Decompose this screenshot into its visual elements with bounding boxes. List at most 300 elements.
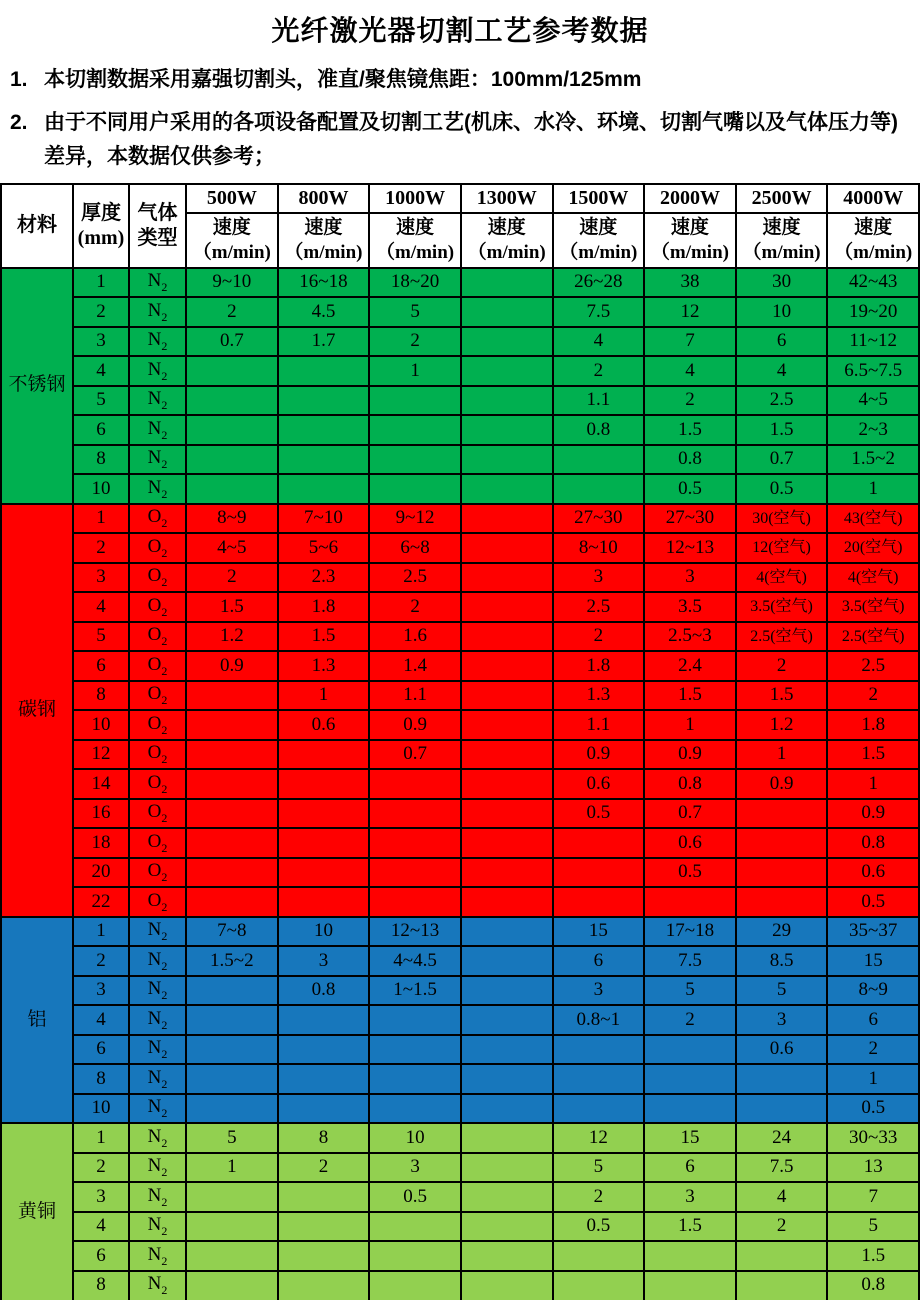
speed-cell [369, 799, 461, 829]
speed-cell [278, 1241, 370, 1271]
table-row [1, 415, 919, 445]
speed-cell: 35~37 [827, 917, 919, 947]
table-row [1, 1241, 919, 1271]
thickness-cell: 4 [73, 592, 129, 622]
gas-cell [129, 622, 186, 652]
speed-cell [369, 887, 461, 917]
table-row [1, 268, 919, 298]
table-row [1, 445, 919, 475]
header-power-2000w: 2000W [644, 184, 736, 213]
gas-cell [129, 563, 186, 593]
note-1 [8, 63, 914, 98]
speed-cell [736, 1271, 828, 1300]
speed-cell: 0.9 [827, 799, 919, 829]
gas-cell [129, 297, 186, 327]
gas-subscript: 2 [161, 515, 168, 530]
speed-cell: 15 [644, 1123, 736, 1153]
speed-cell: 0.5 [736, 474, 828, 504]
speed-cell: 0.8 [278, 976, 370, 1006]
thickness-cell: 8 [73, 1271, 129, 1300]
speed-cell: 4(空气) [736, 563, 828, 593]
thickness-cell: 3 [73, 976, 129, 1006]
speed-cell [553, 1241, 645, 1271]
speed-cell: 26~28 [553, 268, 645, 298]
speed-cell: 29 [736, 917, 828, 947]
table-row [1, 769, 919, 799]
table-row [1, 917, 919, 947]
gas-subscript: 2 [161, 928, 168, 943]
table-row [1, 799, 919, 829]
gas-symbol: N [147, 299, 162, 321]
speed-cell: 3.5 [644, 592, 736, 622]
speed-cell: 1.5 [827, 740, 919, 770]
speed-cell [644, 1094, 736, 1124]
speed-cell: 10 [278, 917, 370, 947]
speed-cell: 1.4 [369, 651, 461, 681]
thickness-cell: 1 [73, 917, 129, 947]
speed-cell [461, 1212, 553, 1242]
header-power-row [1, 184, 919, 213]
speed-cell [553, 858, 645, 888]
table-row [1, 1005, 919, 1035]
thickness-cell: 3 [73, 327, 129, 357]
speed-cell: 0.5 [553, 799, 645, 829]
gas-cell [129, 740, 186, 770]
speed-cell: 9~12 [369, 504, 461, 534]
speed-cell [278, 828, 370, 858]
speed-cell [186, 769, 278, 799]
gas-subscript: 2 [161, 840, 168, 855]
thickness-cell: 6 [73, 415, 129, 445]
table-row [1, 887, 919, 917]
speed-cell [278, 415, 370, 445]
speed-cell [186, 1182, 278, 1212]
table-row [1, 1094, 919, 1124]
gas-subscript: 2 [161, 456, 168, 471]
speed-cell [461, 415, 553, 445]
header-material: 材料 [1, 184, 73, 268]
speed-cell: 0.5 [644, 858, 736, 888]
speed-cell: 4~4.5 [369, 946, 461, 976]
header-power-2500w: 2500W [736, 184, 828, 213]
gas-cell [129, 1271, 186, 1300]
speed-cell: 7.5 [644, 946, 736, 976]
gas-cell [129, 1182, 186, 1212]
gas-subscript: 2 [161, 427, 168, 442]
speed-cell: 30~33 [827, 1123, 919, 1153]
speed-cell [461, 1153, 553, 1183]
gas-subscript: 2 [161, 781, 168, 796]
speed-cell: 5 [736, 976, 828, 1006]
speed-cell [369, 1035, 461, 1065]
header-gas-line2: 类型 [137, 226, 178, 249]
speed-cell: 24 [736, 1123, 828, 1153]
speed-cell: 1 [827, 474, 919, 504]
speed-cell [278, 740, 370, 770]
gas-subscript: 2 [161, 663, 168, 678]
speed-cell [461, 681, 553, 711]
table-row [1, 563, 919, 593]
speed-cell [186, 1212, 278, 1242]
speed-cell: 1.5 [736, 415, 828, 445]
gas-subscript: 2 [161, 1223, 168, 1238]
notes [8, 63, 914, 175]
speed-cell: 2 [827, 681, 919, 711]
speed-cell: 1.3 [553, 681, 645, 711]
speed-cell: 0.5 [644, 474, 736, 504]
gas-cell [129, 504, 186, 534]
speed-cell [369, 386, 461, 416]
speed-cell [736, 887, 828, 917]
table-row [1, 651, 919, 681]
thickness-cell: 14 [73, 769, 129, 799]
speed-cell [278, 1182, 370, 1212]
header-speed-1500w: 速度 （m/min) [553, 213, 645, 268]
speed-cell: 1.5~2 [827, 445, 919, 475]
speed-cell [278, 1271, 370, 1300]
note-2-number: 2. [10, 110, 28, 134]
speed-cell: 38 [644, 268, 736, 298]
gas-symbol: N [147, 417, 162, 439]
speed-cell: 4 [736, 1182, 828, 1212]
thickness-cell: 3 [73, 1182, 129, 1212]
speed-cell: 11~12 [827, 327, 919, 357]
speed-cell: 0.8 [644, 445, 736, 475]
gas-symbol: N [147, 978, 162, 1000]
speed-cell: 8~9 [827, 976, 919, 1006]
gas-subscript: 2 [161, 958, 168, 973]
speed-cell: 6 [553, 946, 645, 976]
speed-cell: 2 [736, 1212, 828, 1242]
speed-cell: 17~18 [644, 917, 736, 947]
speed-cell: 5 [644, 976, 736, 1006]
speed-cell [186, 710, 278, 740]
speed-cell: 0.9 [736, 769, 828, 799]
speed-cell [278, 386, 370, 416]
thickness-cell: 4 [73, 1212, 129, 1242]
speed-cell [461, 533, 553, 563]
gas-cell [129, 445, 186, 475]
gas-symbol: O [147, 771, 162, 793]
speed-cell [278, 474, 370, 504]
table-row [1, 474, 919, 504]
speed-cell: 0.5 [369, 1182, 461, 1212]
gas-symbol: N [147, 919, 162, 941]
speed-cell: 2 [369, 592, 461, 622]
speed-cell: 3 [644, 1182, 736, 1212]
speed-cell [278, 858, 370, 888]
gas-cell [129, 386, 186, 416]
gas-cell [129, 799, 186, 829]
speed-cell [186, 1005, 278, 1035]
gas-subscript: 2 [161, 633, 168, 648]
speed-cell [461, 1005, 553, 1035]
speed-cell [186, 1241, 278, 1271]
thickness-cell: 5 [73, 386, 129, 416]
speed-cell: 3 [553, 563, 645, 593]
gas-subscript: 2 [161, 869, 168, 884]
gas-cell [129, 681, 186, 711]
gas-cell [129, 1005, 186, 1035]
speed-cell [369, 858, 461, 888]
gas-subscript: 2 [161, 486, 168, 501]
thickness-cell: 10 [73, 474, 129, 504]
gas-symbol: O [147, 742, 162, 764]
speed-cell [461, 1035, 553, 1065]
note-1-text: 本切割数据采用嘉强切割头，准直/聚焦镜焦距：100mm/125mm [44, 68, 642, 91]
speed-cell: 0.8 [553, 415, 645, 445]
speed-cell: 20(空气) [827, 533, 919, 563]
speed-cell: 1.5 [644, 415, 736, 445]
speed-cell: 2.5(空气) [736, 622, 828, 652]
speed-cell: 0.6 [644, 828, 736, 858]
thickness-cell: 10 [73, 710, 129, 740]
table-row [1, 1271, 919, 1300]
header-gas-line1: 气体 [137, 201, 178, 224]
speed-cell [644, 1271, 736, 1300]
material-cell-section-3: 铝 [1, 917, 73, 1124]
thickness-cell: 6 [73, 651, 129, 681]
speed-cell: 2 [644, 1005, 736, 1035]
gas-subscript: 2 [161, 1194, 168, 1209]
speed-cell: 8~9 [186, 504, 278, 534]
speed-cell [369, 415, 461, 445]
thickness-cell: 4 [73, 356, 129, 386]
speed-cell [278, 769, 370, 799]
thickness-cell: 18 [73, 828, 129, 858]
speed-cell: 2~3 [827, 415, 919, 445]
speed-cell: 2 [827, 1035, 919, 1065]
table-row [1, 533, 919, 563]
speed-cell: 12~13 [644, 533, 736, 563]
gas-symbol: N [147, 1214, 162, 1236]
gas-cell [129, 1153, 186, 1183]
speed-cell: 1 [644, 710, 736, 740]
speed-cell [644, 1064, 736, 1094]
gas-cell [129, 1064, 186, 1094]
thickness-cell: 2 [73, 946, 129, 976]
speed-cell [461, 710, 553, 740]
speed-cell: 1.5 [644, 681, 736, 711]
speed-cell [186, 356, 278, 386]
table-row [1, 1064, 919, 1094]
speed-cell: 0.8 [827, 1271, 919, 1300]
gas-cell [129, 268, 186, 298]
speed-cell: 18~20 [369, 268, 461, 298]
speed-cell [461, 386, 553, 416]
gas-symbol: N [147, 329, 162, 351]
table-row [1, 976, 919, 1006]
speed-cell: 0.8 [827, 828, 919, 858]
thickness-cell: 8 [73, 1064, 129, 1094]
gas-subscript: 2 [161, 574, 168, 589]
table-row [1, 1153, 919, 1183]
gas-symbol: N [147, 388, 162, 410]
header-power-1000w: 1000W [369, 184, 461, 213]
speed-cell [461, 622, 553, 652]
gas-subscript: 2 [161, 1017, 168, 1032]
speed-cell [278, 887, 370, 917]
speed-cell: 42~43 [827, 268, 919, 298]
speed-cell: 4 [644, 356, 736, 386]
speed-cell: 5 [553, 1153, 645, 1183]
cutting-data-table [0, 183, 920, 1300]
speed-cell: 5 [186, 1123, 278, 1153]
speed-cell: 2 [644, 386, 736, 416]
header-speed-2500w: 速度 （m/min) [736, 213, 828, 268]
gas-symbol: N [147, 1007, 162, 1029]
speed-cell: 3.5(空气) [736, 592, 828, 622]
speed-cell [369, 828, 461, 858]
speed-cell: 16~18 [278, 268, 370, 298]
header-power-1500w: 1500W [553, 184, 645, 213]
table-row [1, 1123, 919, 1153]
gas-subscript: 2 [161, 338, 168, 353]
speed-cell: 2 [553, 1182, 645, 1212]
table-body [1, 268, 919, 1300]
speed-cell: 3.5(空气) [827, 592, 919, 622]
gas-cell [129, 592, 186, 622]
speed-cell: 0.5 [827, 1094, 919, 1124]
speed-cell [736, 828, 828, 858]
speed-cell: 7 [827, 1182, 919, 1212]
speed-cell: 1~1.5 [369, 976, 461, 1006]
gas-symbol: N [147, 358, 162, 380]
table-row [1, 1035, 919, 1065]
speed-cell [736, 1094, 828, 1124]
gas-cell [129, 887, 186, 917]
gas-subscript: 2 [161, 1164, 168, 1179]
header-speed-500w: 速度 （m/min) [186, 213, 278, 268]
speed-cell: 8~10 [553, 533, 645, 563]
gas-symbol: N [147, 476, 162, 498]
thickness-cell: 10 [73, 1094, 129, 1124]
speed-cell: 7 [644, 327, 736, 357]
speed-cell: 2.3 [278, 563, 370, 593]
gas-subscript: 2 [161, 692, 168, 707]
gas-symbol: N [147, 948, 162, 970]
speed-cell [553, 1094, 645, 1124]
speed-cell: 2.5 [827, 651, 919, 681]
thickness-cell: 1 [73, 504, 129, 534]
speed-cell [736, 1241, 828, 1271]
speed-cell [278, 1094, 370, 1124]
speed-cell: 1 [278, 681, 370, 711]
speed-cell: 2 [186, 563, 278, 593]
gas-symbol: N [147, 447, 162, 469]
gas-symbol: N [147, 1096, 162, 1118]
speed-cell: 6.5~7.5 [827, 356, 919, 386]
speed-cell: 5 [369, 297, 461, 327]
speed-cell: 3 [369, 1153, 461, 1183]
speed-cell [553, 1271, 645, 1300]
material-cell-section-2: 碳钢 [1, 504, 73, 917]
table-row [1, 327, 919, 357]
speed-cell [461, 799, 553, 829]
gas-cell [129, 356, 186, 386]
speed-cell [461, 327, 553, 357]
speed-cell: 2 [369, 327, 461, 357]
speed-cell: 3 [644, 563, 736, 593]
gas-cell [129, 769, 186, 799]
speed-cell: 8.5 [736, 946, 828, 976]
table-row [1, 828, 919, 858]
gas-cell [129, 474, 186, 504]
speed-cell [461, 1064, 553, 1094]
speed-cell: 12 [644, 297, 736, 327]
speed-cell: 1.5 [827, 1241, 919, 1271]
speed-cell: 0.9 [644, 740, 736, 770]
speed-cell: 1 [369, 356, 461, 386]
thickness-cell: 22 [73, 887, 129, 917]
speed-cell: 1 [186, 1153, 278, 1183]
gas-symbol: O [147, 830, 162, 852]
speed-cell: 1.3 [278, 651, 370, 681]
speed-cell [461, 445, 553, 475]
speed-cell [369, 445, 461, 475]
gas-subscript: 2 [161, 899, 168, 914]
gas-subscript: 2 [161, 368, 168, 383]
speed-cell: 0.9 [369, 710, 461, 740]
speed-cell [186, 828, 278, 858]
speed-cell: 1.5 [736, 681, 828, 711]
speed-cell [186, 1035, 278, 1065]
speed-cell: 19~20 [827, 297, 919, 327]
speed-cell: 7~8 [186, 917, 278, 947]
thickness-cell: 2 [73, 533, 129, 563]
speed-cell: 43(空气) [827, 504, 919, 534]
speed-cell: 3 [736, 1005, 828, 1035]
speed-cell [461, 1271, 553, 1300]
speed-cell: 3 [278, 946, 370, 976]
speed-cell [461, 651, 553, 681]
speed-cell: 6~8 [369, 533, 461, 563]
gas-cell [129, 1212, 186, 1242]
speed-cell: 1.5~2 [186, 946, 278, 976]
speed-cell: 2.5 [369, 563, 461, 593]
speed-cell: 1.1 [369, 681, 461, 711]
speed-cell: 0.8~1 [553, 1005, 645, 1035]
speed-cell: 0.6 [278, 710, 370, 740]
speed-cell [461, 1094, 553, 1124]
gas-symbol: O [147, 594, 162, 616]
thickness-cell: 6 [73, 1035, 129, 1065]
speed-cell: 3 [553, 976, 645, 1006]
gas-cell [129, 1035, 186, 1065]
speed-cell: 1.5 [278, 622, 370, 652]
header-thickness-line1: 厚度 [81, 201, 121, 224]
speed-cell: 1.6 [369, 622, 461, 652]
gas-symbol: N [147, 1243, 162, 1265]
speed-cell: 8 [278, 1123, 370, 1153]
speed-cell [553, 474, 645, 504]
speed-cell: 4 [736, 356, 828, 386]
gas-symbol: N [147, 1125, 162, 1147]
speed-cell: 7~10 [278, 504, 370, 534]
gas-subscript: 2 [161, 279, 168, 294]
speed-cell: 6 [827, 1005, 919, 1035]
speed-cell: 15 [553, 917, 645, 947]
speed-cell: 2 [553, 622, 645, 652]
gas-cell [129, 327, 186, 357]
speed-cell [186, 445, 278, 475]
speed-cell: 1.5 [644, 1212, 736, 1242]
speed-cell [278, 1005, 370, 1035]
header-speed-1000w: 速度 （m/min) [369, 213, 461, 268]
gas-symbol: N [147, 1155, 162, 1177]
speed-cell: 2 [186, 297, 278, 327]
gas-symbol: O [147, 535, 162, 557]
